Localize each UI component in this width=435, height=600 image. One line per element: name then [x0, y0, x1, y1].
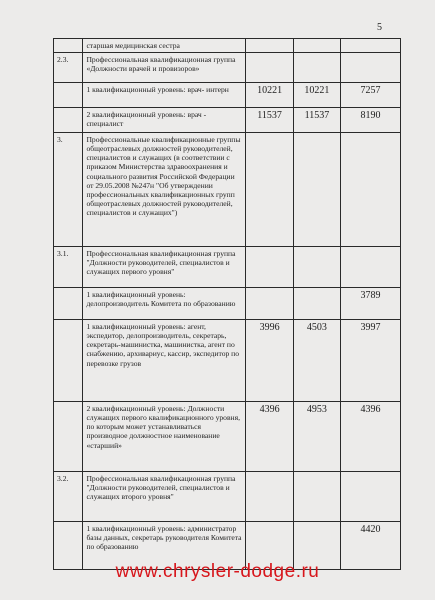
row-number-cell: 3. — [54, 133, 83, 247]
row-description-cell: 1 квалификационный уровень: делопроизводитель Комитета по образованию — [83, 288, 246, 320]
row-number-cell: 3.2. — [54, 472, 83, 522]
row-description-cell: 1 квалификационный уровень: агент, экспедитор, делопроизводитель, секретарь, секретарь-машинистка, машинистка, агент по снабжению, архивариус, кассир, экспедитор по перевозке грузов — [83, 320, 246, 402]
row-number-cell — [54, 39, 83, 53]
value-cell-3: 3997 — [341, 320, 401, 402]
table-row — [54, 83, 401, 108]
value-cell-3 — [341, 39, 401, 53]
table-row — [54, 133, 401, 247]
value-cell-1 — [246, 39, 293, 53]
value-cell-1 — [246, 472, 293, 522]
value-cell-3: 7257 — [341, 83, 401, 108]
value-cell-3: 4420 — [341, 522, 401, 570]
value-cell-2: 11537 — [293, 108, 340, 133]
table-row — [54, 472, 401, 522]
table-row — [54, 402, 401, 472]
value-cell-2 — [293, 53, 340, 83]
value-cell-1: 3996 — [246, 320, 293, 402]
table-row — [54, 53, 401, 83]
row-description-cell: Профессиональная квалификационная группа "Должности руководителей, специалистов и служащих второго уровня" — [83, 472, 246, 522]
row-number-cell — [54, 83, 83, 108]
value-cell-2: 10221 — [293, 83, 340, 108]
page-number: 5 — [377, 22, 382, 33]
value-cell-1: 10221 — [246, 83, 293, 108]
table-row — [54, 288, 401, 320]
value-cell-3: 8190 — [341, 108, 401, 133]
value-cell-3 — [341, 133, 401, 247]
value-cell-2 — [293, 39, 340, 53]
table-row — [54, 320, 401, 402]
row-number-cell — [54, 108, 83, 133]
value-cell-3: 4396 — [341, 402, 401, 472]
row-number-cell — [54, 402, 83, 472]
row-description-cell: 2 квалификационный уровень: врач - специалист — [83, 108, 246, 133]
value-cell-3: 3789 — [341, 288, 401, 320]
value-cell-3 — [341, 53, 401, 83]
value-cell-1 — [246, 133, 293, 247]
row-description-cell: 2 квалификационный уровень: Должности служащих первого квалификационного уровня, по которым может устанавливаться производное должностное наименование «старший» — [83, 402, 246, 472]
value-cell-3 — [341, 472, 401, 522]
value-cell-2 — [293, 247, 340, 288]
value-cell-2 — [293, 472, 340, 522]
row-description-cell: 1 квалификационный уровень: врач- интерн — [83, 83, 246, 108]
row-number-cell: 2.3. — [54, 53, 83, 83]
value-cell-2 — [293, 133, 340, 247]
value-cell-1: 4396 — [246, 402, 293, 472]
value-cell-1 — [246, 53, 293, 83]
salary-table — [53, 38, 401, 570]
value-cell-1: 11537 — [246, 108, 293, 133]
table-row — [54, 39, 401, 53]
value-cell-1 — [246, 288, 293, 320]
row-description-cell: 1 квалификационный уровень: администратор базы данных, секретарь руководителя Комитета по образованию — [83, 522, 246, 570]
row-description-cell: старшая медицинская сестра — [83, 39, 246, 53]
value-cell-2 — [293, 288, 340, 320]
value-cell-1 — [246, 247, 293, 288]
table-row — [54, 108, 401, 133]
row-description-cell: Профессиональные квалификационные группы общеотраслевых должностей руководителей, специалистов и служащих (в соответствии с приказом Министерства здравоохранения и социального развития Российской Федерации от 29.05.2008 №247н "Об утверждении профессиональных квалификационных групп общеотраслевых должностей руководителей, специалистов и служащих") — [83, 133, 246, 247]
row-number-cell: 3.1. — [54, 247, 83, 288]
table-row — [54, 247, 401, 288]
row-description-cell: Профессиональная квалификационная группа «Должности врачей и провизоров» — [83, 53, 246, 83]
row-number-cell — [54, 288, 83, 320]
value-cell-2: 4503 — [293, 320, 340, 402]
site-watermark: www.chrysler-dodge.ru — [115, 561, 320, 582]
row-description-cell: Профессиональная квалификационная группа "Должности руководителей, специалистов и служащих первого уровня" — [83, 247, 246, 288]
value-cell-3 — [341, 247, 401, 288]
value-cell-2: 4953 — [293, 402, 340, 472]
row-number-cell — [54, 320, 83, 402]
